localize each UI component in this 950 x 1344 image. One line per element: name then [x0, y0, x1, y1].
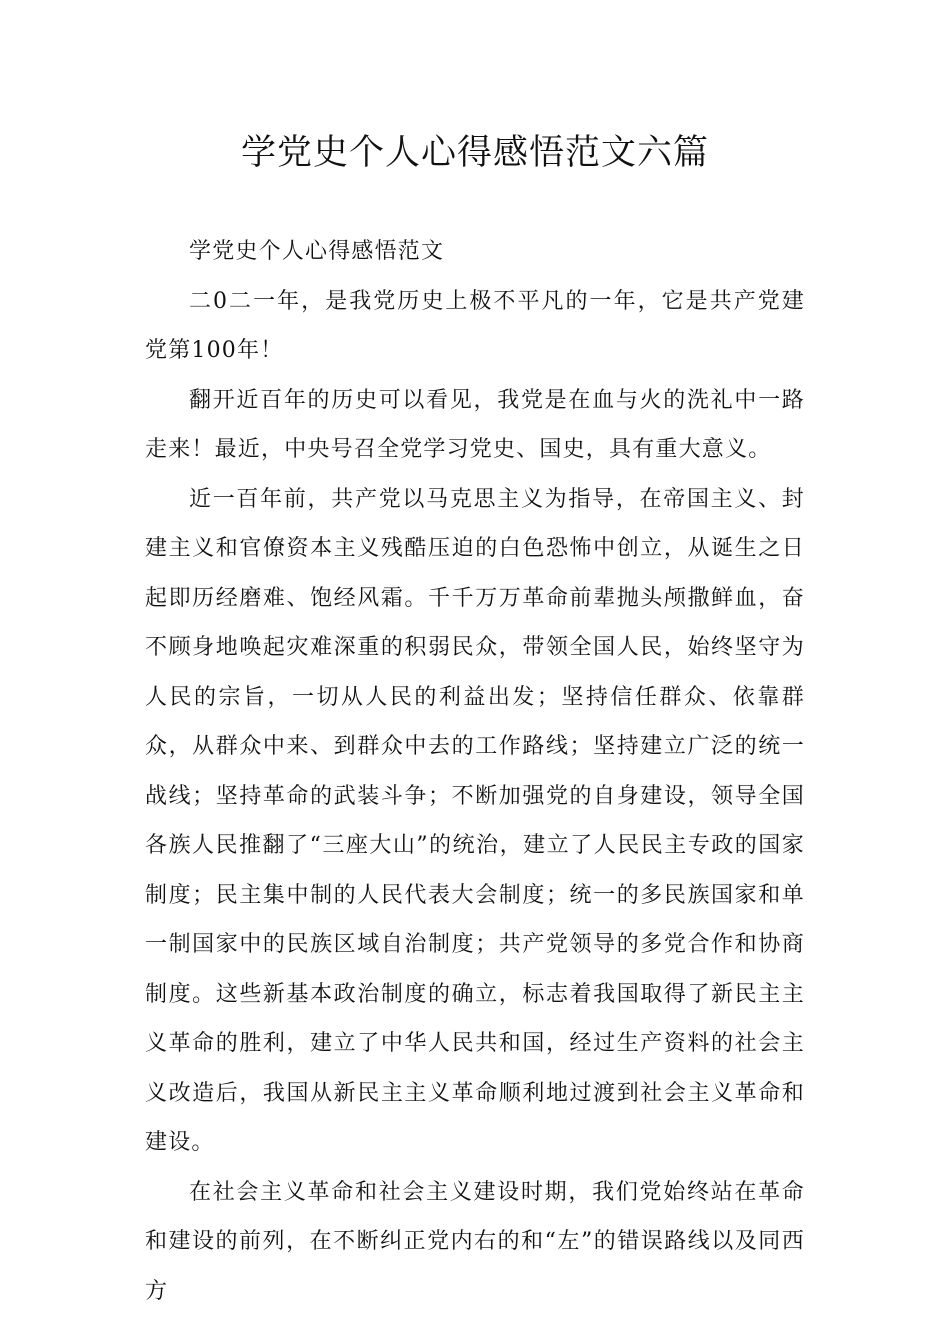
paragraph: 近一百年前，共产党以马克思主义为指导，在帝国主义、封建主义和官僚资本主义残酷压迫的白色恐怖中创立，从诞生之日起即历经磨难、饱经风霜。千千万万革命前辈抛头颅撒鲜血，奋不顾身地唤起灾难深重的积弱民众，带领全国人民，始终坚守为人民的宗旨，一切从人民的利益出发；坚持信任群众、依靠群众，从群众中来、到群众中去的工作路线；坚持建立广泛的统一战线；坚持革命的武装斗争；不断加强党的自身建设，领导全国各族人民推翻了“三座大山”的统治，建立了人民民主专政的国家制度；民主集中制的人民代表大会制度；统一的多民族国家和单一制国家中的民族区域自治制度；共产党领导的多党合作和协商制度。这些新基本政治制度的确立，标志着我国取得了新民主主义革命的胜利，建立了中华人民共和国，经过生产资料的社会主义改造后，我国从新民主主义革命顺利地过渡到社会主义革命和建设。 — [145, 486, 805, 1155]
paragraph: 二0二一年，是我党历史上极不平凡的一年，它是共产党建党第100年！ — [145, 288, 805, 363]
document-body — [145, 227, 805, 1316]
subtitle-paragraph: 学党史个人心得感悟范文 — [189, 239, 445, 264]
paragraph: 翻开近百年的历史可以看见，我党是在血与火的洗礼中一路走来！最近，中央号召全党学习党史、国史，具有重大意义。 — [145, 387, 805, 462]
paragraph: 在社会主义革命和社会主义建设时期，我们党始终站在革命和建设的前列，在不断纠正党内右的和“左”的错误路线以及同西方 — [145, 1179, 805, 1304]
document-title: 学党史个人心得感悟范文六篇 — [240, 133, 709, 173]
